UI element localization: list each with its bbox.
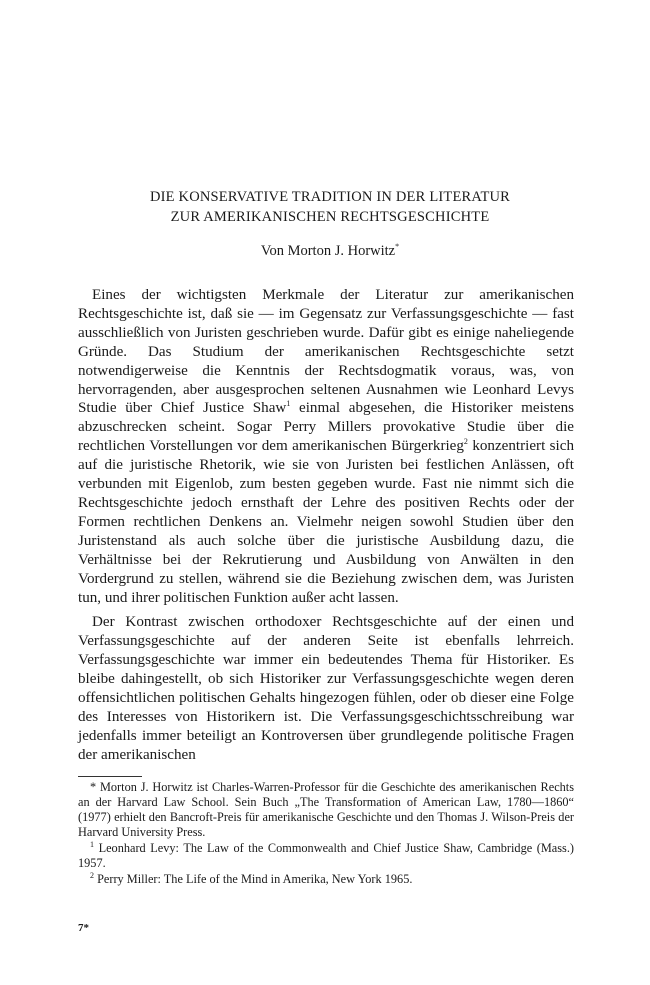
footnote-2-marker: 2 <box>90 870 94 880</box>
paragraph-1-text-a: Eines der wichtigsten Merkmale der Literatur zur amerikanischen Rechtsgeschichte ist, daß sie — im Gegensatz zur Verfassungsgeschichte — fast ausschließlich von Juristen geschrieben wurde. Dafür gibt es einige naheliegende Gründe. Das Studium der amerikanischen Rechtsgeschichte setzt notwendigerweise die Kenntnis der Rechtsdogmatik voraus, was, von hervorragenden, aber ausgesprochen seltenen Ausnahmen wie Leonhard Levys Studie über Chief Justice Shaw <box>78 287 574 417</box>
author-line <box>60 241 600 261</box>
footnote-2-text: Perry Miller: The Life of the Mind in Amerika, New York 1965. <box>94 872 413 886</box>
paragraph-1-text-b: einmal abgesehen, die Historiker meistens abzuschrecken scheint. Sogar Perry Millers provokative Studie über die rechtlichen Vorstellungen vor dem amerikanischen Bürgerkrieg <box>78 400 574 455</box>
paragraph-1 <box>78 286 574 607</box>
article-title <box>60 187 600 227</box>
footnotes <box>78 780 574 887</box>
author-footnote-marker: * <box>395 242 400 252</box>
paragraph-1-text-c: konzentriert sich auf die juristische Rhetorik, wie sie von Juristen bei festlichen Anlässen, oft verbunden mit Eigenlob, zum besten gegeben wurde. Fast nie nimmt sich die Rechtsgeschichte jedoch ernsthaft der Lehre des positiven Rechts oder der Formen rechtlichen Denkens an. Vielmehr neigen sowohl Studien über den Juristenstand als auch solche über die juristische Ausbildung dazu, die Verhältnisse bei der Rekrutierung und Ausbildung von Anwälten in den Vordergrund zu stellen, während sie die Beziehung zwischen dem, was Juristen tun, und ihrer politischen Funktion außer acht lassen. <box>78 438 574 606</box>
page-number: 7* <box>78 922 89 934</box>
title-line-2: ZUR AMERIKANISCHEN RECHTSGESCHICHTE <box>170 209 490 225</box>
footnote-1-marker: 1 <box>90 839 94 849</box>
author-name: Von Morton J. Horwitz <box>260 243 396 259</box>
footnote-author: * Morton J. Horwitz ist Charles-Warren-Professor für die Geschichte des amerikanischen Rechts an der Harvard Law School. Sein Buch „The Transformation of American Law, 1780—1860“ (1977) erhielt den Bancroft-Preis für amerikanische Geschichte und den Thomas J. Wilson-Preis der Harvard University Press. <box>78 780 574 839</box>
footnote-2 <box>78 872 574 887</box>
paragraph-2: Der Kontrast zwischen orthodoxer Rechtsgeschichte auf der einen und Verfassungsgeschichte auf der anderen Seite ist ebenfalls lehrreich. Verfassungsgeschichte war immer ein bedeutendes Thema für Historiker. Es bleibe dahingestellt, ob sich Historiker zur Verfassungsgeschichte wegen deren offensichtlichen politischen Gehalts hingezogen fühlen, oder ob dieser eine Folge des Interesses von Historikern ist. Die Verfassungsgeschichtsschreibung war jedenfalls immer beteiligt an Kontroversen über grundlegende politische Fragen der amerikanischen <box>78 614 574 763</box>
footnote-ref-2: 2 <box>463 437 468 447</box>
title-line-1: DIE KONSERVATIVE TRADITION IN DER LITERATUR <box>149 189 511 205</box>
footnote-1 <box>78 841 574 871</box>
footnote-separator <box>78 776 142 777</box>
footnote-ref-1: 1 <box>286 399 291 409</box>
article-body <box>78 286 574 765</box>
footnote-1-text: Leonhard Levy: The Law of the Commonwealth and Chief Justice Shaw, Cambridge (Mass.) 1957. <box>78 841 574 870</box>
